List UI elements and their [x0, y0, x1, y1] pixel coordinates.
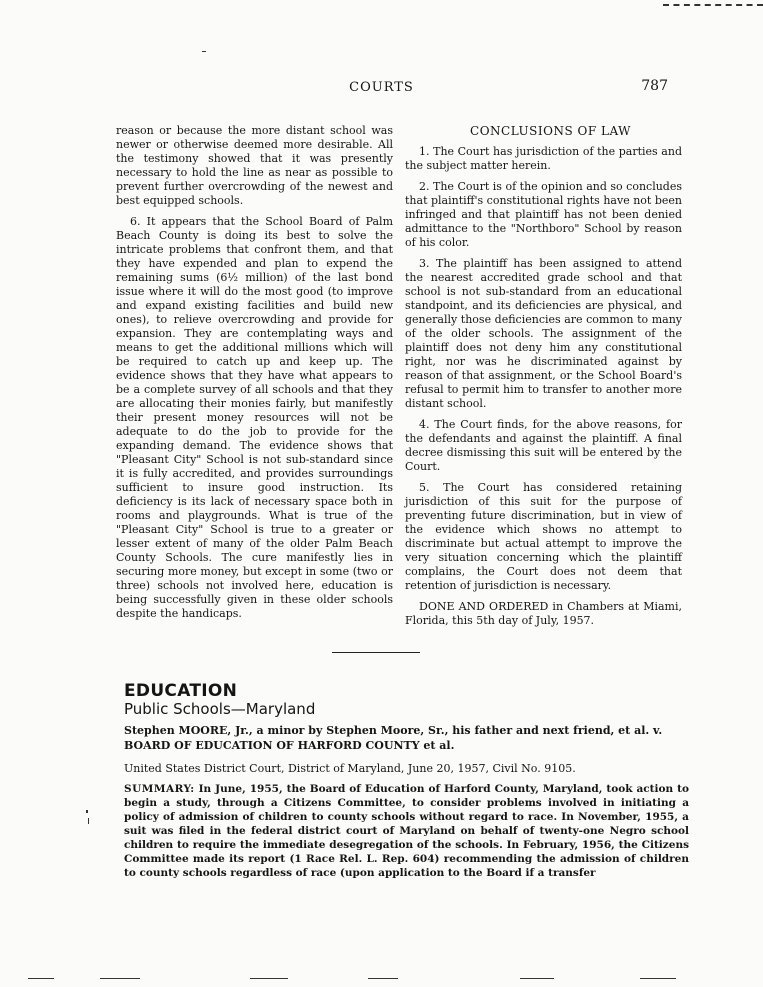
conclusion-paragraph: 4. The Court finds, for the above reasons, for the defendants and against the plaintiff. A final decree dismissing this suit will be entered by the Court.	[405, 418, 682, 473]
scan-bottom-marks	[0, 978, 763, 984]
section-subtitle: Public Schools—Maryland	[124, 700, 316, 718]
order-paragraph: DONE AND ORDERED in Chambers at Miami, Florida, this 5th day of July, 1957.	[405, 600, 682, 627]
section-divider	[332, 652, 420, 653]
conclusion-paragraph: 1. The Court has jurisdiction of the parties and the subject matter herein.	[405, 145, 682, 172]
right-column	[405, 124, 682, 635]
left-column	[116, 124, 393, 628]
left-paragraph: reason or because the more distant school was newer or otherwise deemed more desirable. All the testimony showed that it was presently necessary to hold the line as near as possible to prevent further overcrowding of the newest and best equipped schools.	[116, 124, 393, 207]
summary-text: In June, 1955, the Board of Education of Harford County, Maryland, took action to begin a study, through a Citizens Committee, to consider problems involved in initiating a policy of admission of children to county schools without regard to race. In November, 1955, a suit was filed in the federal district court of Maryland on behalf of twenty-one Negro school children to require the immediate desegregation of the schools. In February, 1956, the Citizens Committee made its report (1 Race Rel. L. Rep. 604) recommending the admission of children to county schools regardless of race (upon application to the Board if a transfer	[124, 783, 689, 879]
court-citation: United States District Court, District of Maryland, June 20, 1957, Civil No. 9105.	[124, 762, 576, 775]
conclusion-paragraph: 5. The Court has considered retaining jurisdiction of this suit for the purpose of preventing future discrimination, but in view of the evidence which shows no attempt to discriminate but actual attempt to improve the very situation concerning which the plaintiff complains, the Court does not deem that retention of jurisdiction is necessary.	[405, 481, 682, 592]
scan-edge-mark	[663, 4, 763, 6]
conclusions-heading: CONCLUSIONS OF LAW	[470, 124, 631, 138]
scan-speck	[202, 51, 206, 52]
case-summary	[124, 782, 689, 880]
case-caption: Stephen MOORE, Jr., a minor by Stephen Moore, Sr., his father and next friend, et al. v. BOARD OF EDUCATION OF HARFORD COUNTY et al.	[124, 724, 663, 752]
running-head: COURTS	[349, 80, 414, 95]
summary-label: SUMMARY:	[124, 783, 195, 795]
scan-speck	[88, 818, 89, 824]
conclusion-paragraph: 2. The Court is of the opinion and so concludes that plaintiff's constitutional rights have not been infringed and that plaintiff has not been denied admittance to the "Northboro" School by reason of his color.	[405, 180, 682, 249]
scan-speck	[86, 810, 88, 813]
section-title: EDUCATION	[124, 681, 238, 701]
page-number: 787	[641, 78, 668, 94]
left-paragraph: 6. It appears that the School Board of Palm Beach County is doing its best to solve the intricate problems that confront them, and that they have expended and plan to expend the remaining sums (6½ million) of the last bond issue where it will do the most good (to improve and expand existing facilities and build new ones), to relieve overcrowding and provide for expansion. They are contemplating ways and means to get the additional millions which will be required to catch up and keep up. The evidence shows that they have what appears to be a complete survey of all schools and that they are allocating their monies fairly, but manifestly their present money resources will not be adequate to do the job to provide for the expanding demand. The evidence shows that "Pleasant City" School is not sub-standard since it is fully accredited, and provides surroundings sufficient to insure good instruction. Its deficiency is its lack of necessary space both in rooms and playgrounds. What is true of the "Pleasant City" School is true to a greater or lesser extent of many of the older Palm Beach County Schools. The cure manifestly lies in securing more money, but except in some (two or three) schools not involved here, education is being successfully given in these older schools despite the handicaps.	[116, 215, 393, 620]
conclusion-paragraph: 3. The plaintiff has been assigned to attend the nearest accredited grade school and that school is not sub-standard from an educational standpoint, and its deficiencies are physical, and generally those deficiencies are common to many of the older schools. The assignment of the plaintiff does not deny him any constitutional right, nor was he discriminated against by reason of that assignment, or the School Board's refusal to permit him to transfer to another more distant school.	[405, 257, 682, 410]
